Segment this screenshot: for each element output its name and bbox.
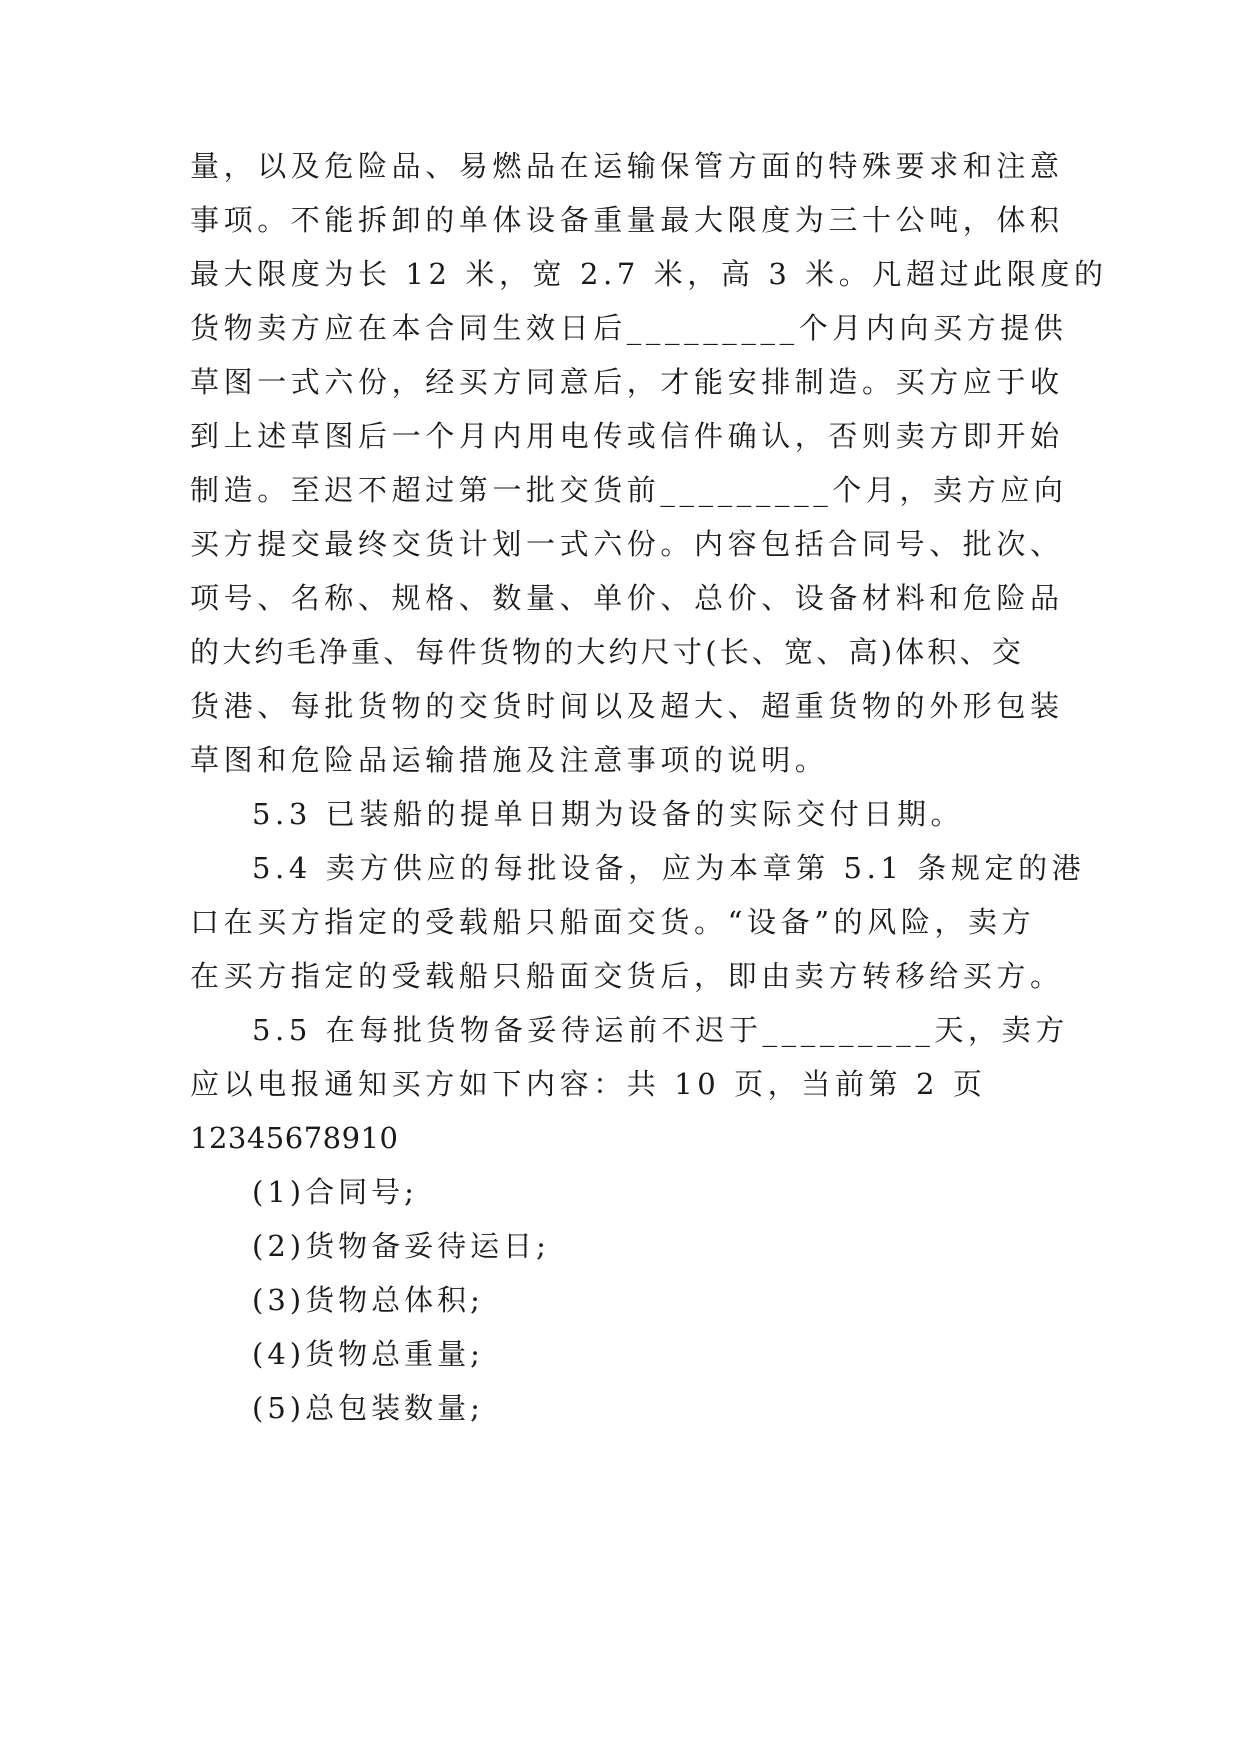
page-number-text: 12345678910: [190, 1121, 399, 1155]
body-text-line: 最大限度为长 12 米，宽 2.7 米，高 3 米。凡超过此限度的: [190, 257, 1108, 291]
body-text-line: 草图一式六份，经买方同意后，才能安排制造。买方应于收: [190, 365, 1064, 399]
body-text-line: 事项。不能拆卸的单体设备重量最大限度为三十公吨，体积: [190, 203, 1064, 237]
body-text-line: 货港、每批货物的交货时间以及超大、超重货物的外形包装: [190, 689, 1064, 723]
clause-5-3: 5.3 已装船的提单日期为设备的实际交付日期。: [252, 797, 965, 831]
clause-5-5: 5.5 在每批货物备妥待运前不迟于_________天，卖方: [252, 1013, 1069, 1047]
list-item: (2)货物备妥待运日;: [252, 1229, 550, 1263]
list-item: (3)货物总体积;: [252, 1283, 484, 1317]
body-text-line: 口在买方指定的受载船只船面交货。“设备”的风险，卖方: [190, 905, 1036, 939]
body-text-line: 买方提交最终交货计划一式六份。内容包括合同号、批次、: [190, 527, 1064, 561]
list-item: (1)合同号;: [252, 1175, 418, 1209]
body-text-line: 的大约毛净重、每件货物的大约尺寸(长、宽、高)体积、交: [190, 635, 1025, 669]
list-item: (5)总包装数量;: [252, 1391, 484, 1425]
body-text-line: 货物卖方应在本合同生效日后_________个月内向买方提供: [190, 311, 1068, 345]
body-text-line: 到上述草图后一个月内用电传或信件确认，否则卖方即开始: [190, 419, 1064, 453]
body-text-line: 项号、名称、规格、数量、单价、总价、设备材料和危险品: [190, 581, 1064, 615]
body-text-line: 应以电报通知买方如下内容：共 10 页，当前第 2 页: [190, 1067, 987, 1101]
body-text-line: 量，以及危险品、易燃品在运输保管方面的特殊要求和注意: [190, 149, 1064, 183]
body-text-line: 制造。至迟不超过第一批交货前_________个月，卖方应向: [190, 473, 1068, 507]
body-text-line: 草图和危险品运输措施及注意事项的说明。: [190, 743, 829, 777]
body-text-line: 在买方指定的受载船只船面交货后，即由卖方转移给买方。: [190, 959, 1064, 993]
list-item: (4)货物总重量;: [252, 1337, 484, 1371]
clause-5-4: 5.4 卖方供应的每批设备，应为本章第 5.1 条规定的港: [252, 851, 1086, 885]
